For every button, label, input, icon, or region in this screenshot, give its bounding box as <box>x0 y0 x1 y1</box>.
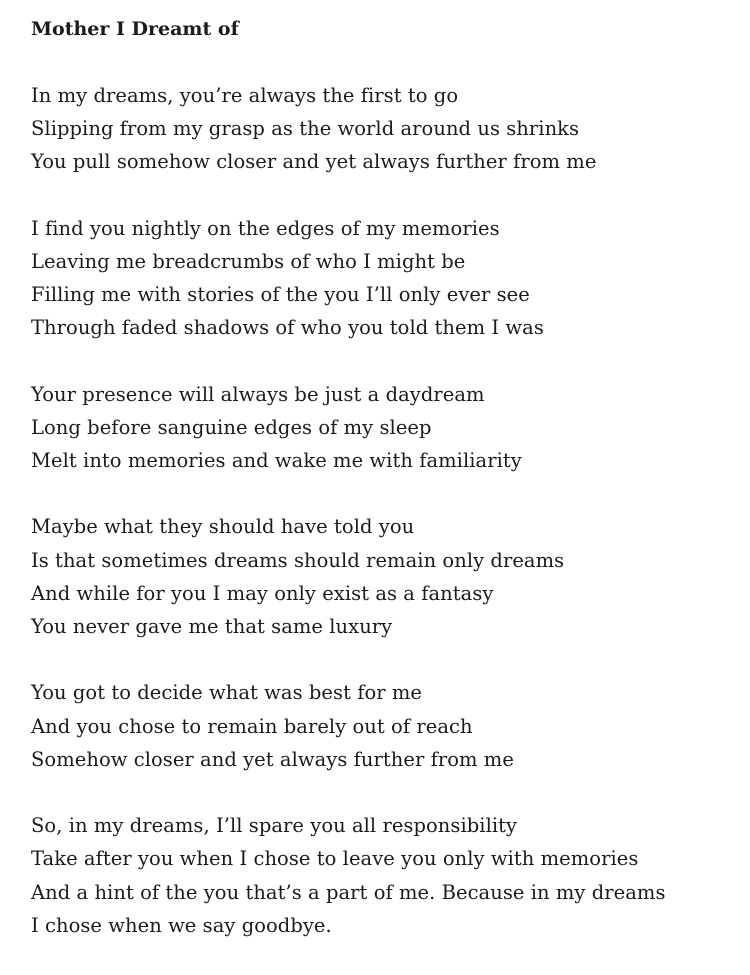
stanza-5 <box>31 676 743 776</box>
poem-line: You pull somehow closer and yet always further from me <box>31 150 597 174</box>
poem-line: Your presence will always be just a daydream <box>31 382 485 406</box>
poem-title: Mother I Dreamt of <box>31 18 239 40</box>
stanza-2 <box>31 212 743 345</box>
poem-line: I chose when we say goodbye. <box>31 913 332 937</box>
poem-line: And while for you I may only exist as a fantasy <box>31 581 494 605</box>
poem-line: Melt into memories and wake me with familiarity <box>31 449 522 473</box>
poem-line: I find you nightly on the edges of my memories <box>31 216 500 240</box>
poem-line: Is that sometimes dreams should remain only dreams <box>31 548 565 572</box>
poem-line: And a hint of the you that’s a part of me. Because in my dreams <box>31 880 666 904</box>
poem-line: Somehow closer and yet always further from me <box>31 747 514 771</box>
poem-line: Take after you when I chose to leave you only with memories <box>31 847 639 871</box>
poem-line: Through faded shadows of who you told them I was <box>31 316 544 340</box>
poem-line: You never gave me that same luxury <box>31 615 393 638</box>
poem-line: Long before sanguine edges of my sleep <box>31 415 432 439</box>
poem-line: You got to decide what was best for me <box>31 681 423 705</box>
poem-line: Slipping from my grasp as the world around us shrinks <box>31 117 580 141</box>
poem-line: In my dreams, you’re always the first to go <box>31 84 459 107</box>
poem-line: Maybe what they should have told you <box>31 515 415 539</box>
stanza-3 <box>31 378 743 478</box>
stanza-1 <box>31 79 743 179</box>
stanza-6 <box>31 809 743 942</box>
poem-line: Filling me with stories of the you I’ll only ever see <box>31 283 530 307</box>
stanza-4 <box>31 510 743 643</box>
poem-line: Leaving me breadcrumbs of who I might be <box>31 249 466 273</box>
poem-page <box>31 13 743 975</box>
poem-line: So, in my dreams, I’ll spare you all responsibility <box>31 814 518 838</box>
poem-line: And you chose to remain barely out of reach <box>31 714 473 738</box>
